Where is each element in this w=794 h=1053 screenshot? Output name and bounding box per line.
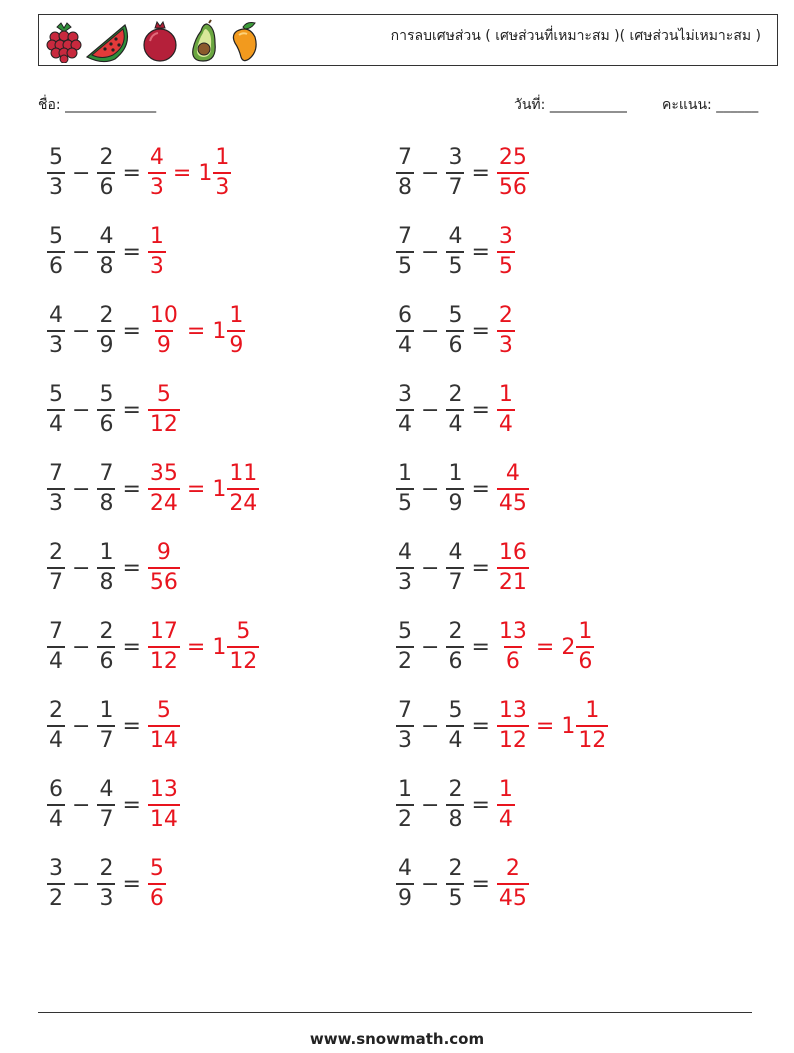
answer-fraction <box>148 147 166 199</box>
numerator: 5 <box>49 145 63 170</box>
denominator: 12 <box>497 725 529 752</box>
denominator: 3 <box>97 883 115 910</box>
equals-sign: = <box>122 713 141 739</box>
denominator: 24 <box>227 488 259 515</box>
denominator: 2 <box>396 804 414 831</box>
denominator: 7 <box>446 172 464 199</box>
minus-sign: − <box>421 160 440 186</box>
denominator: 6 <box>446 330 464 357</box>
denominator: 4 <box>446 725 464 752</box>
worksheet-title: การลบเศษส่วน ( เศษส่วนที่เหมาะสม )( เศษส่วนไม่เหมาะสม ) <box>390 28 761 44</box>
equals-sign: = <box>122 792 141 818</box>
numerator: 1 <box>498 777 513 802</box>
numerator: 4 <box>398 540 412 565</box>
equals-sign: = <box>471 239 490 265</box>
equals-sign: = <box>471 318 490 344</box>
equals-sign: = <box>122 476 141 502</box>
equals-sign: = <box>471 871 490 897</box>
denominator: 6 <box>446 646 464 673</box>
numerator: 1 <box>99 540 114 565</box>
equals-sign: = <box>471 792 490 818</box>
problem-row <box>393 217 518 287</box>
denominator: 56 <box>148 567 180 594</box>
answer-fraction <box>148 621 180 673</box>
denominator: 6 <box>97 646 115 673</box>
denominator: 5 <box>446 251 464 278</box>
numerator: 5 <box>236 619 251 644</box>
minuend-fraction <box>47 305 65 357</box>
numerator: 2 <box>49 540 63 565</box>
name-field: ชื่อ: _____________ <box>38 97 157 113</box>
numerator: 7 <box>398 224 412 249</box>
subtrahend-fraction <box>97 858 115 910</box>
denominator: 7 <box>97 725 115 752</box>
equals-sign: = <box>122 634 141 660</box>
subtrahend-fraction <box>446 226 464 278</box>
answer-fraction <box>148 305 180 357</box>
minuend-fraction <box>47 226 65 278</box>
denominator: 8 <box>97 567 115 594</box>
denominator: 6 <box>148 883 166 910</box>
answer-fraction <box>148 384 180 436</box>
numerator: 5 <box>149 856 164 881</box>
problem-row <box>44 612 262 682</box>
denominator: 4 <box>497 804 515 831</box>
mixed-whole: 1 <box>212 476 227 502</box>
minuend-fraction <box>396 779 414 831</box>
numerator: 2 <box>49 698 63 723</box>
answer-fraction <box>497 147 529 199</box>
denominator: 8 <box>97 251 115 278</box>
minuend-fraction <box>396 463 414 515</box>
subtrahend-fraction <box>97 779 115 831</box>
minus-sign: − <box>72 318 91 344</box>
denominator: 21 <box>497 567 529 594</box>
minus-sign: − <box>421 634 440 660</box>
denominator: 6 <box>47 251 65 278</box>
minuend-fraction <box>396 226 414 278</box>
numerator: 6 <box>398 303 412 328</box>
numerator: 25 <box>498 145 527 170</box>
numerator: 7 <box>49 461 63 486</box>
minus-sign: − <box>421 239 440 265</box>
minus-sign: − <box>72 634 91 660</box>
equals-sign: = <box>122 397 141 423</box>
subtrahend-fraction <box>446 779 464 831</box>
numerator: 7 <box>49 619 63 644</box>
denominator: 6 <box>504 646 522 673</box>
subtrahend-fraction <box>446 147 464 199</box>
denominator: 14 <box>148 804 180 831</box>
equals-sign: = <box>186 318 206 344</box>
footer-url: www.snowmath.com <box>309 1030 485 1048</box>
footer-divider <box>38 1012 752 1013</box>
equals-sign: = <box>471 160 490 186</box>
equals-sign: = <box>122 239 141 265</box>
numerator: 3 <box>448 145 463 170</box>
equals-sign: = <box>186 476 206 502</box>
numerator: 5 <box>398 619 412 644</box>
watermelon-icon <box>85 19 133 63</box>
subtrahend-fraction <box>446 463 464 515</box>
subtrahend-fraction <box>446 700 464 752</box>
numerator: 2 <box>448 382 463 407</box>
denominator: 3 <box>148 251 166 278</box>
numerator: 1 <box>99 698 114 723</box>
answer-fraction <box>497 226 515 278</box>
numerator: 13 <box>149 777 178 802</box>
equals-sign: = <box>122 318 141 344</box>
problem-row <box>393 533 532 603</box>
subtrahend-fraction <box>97 542 115 594</box>
denominator: 8 <box>97 488 115 515</box>
denominator: 6 <box>97 409 115 436</box>
denominator: 5 <box>396 488 414 515</box>
problem-row <box>393 138 532 208</box>
minus-sign: − <box>421 555 440 581</box>
numerator: 4 <box>448 224 463 249</box>
denominator: 3 <box>47 488 65 515</box>
numerator: 5 <box>156 382 171 407</box>
numerator: 1 <box>398 777 412 802</box>
numerator: 7 <box>99 461 114 486</box>
numerator: 5 <box>448 698 463 723</box>
minus-sign: − <box>421 713 440 739</box>
problem-row <box>44 533 183 603</box>
header-box <box>38 14 778 66</box>
equals-sign: = <box>122 555 141 581</box>
minuend-fraction <box>47 384 65 436</box>
minuend-fraction <box>396 384 414 436</box>
problem-row <box>44 217 169 287</box>
mixed-fraction <box>213 147 231 199</box>
numerator: 13 <box>498 619 527 644</box>
numerator: 11 <box>229 461 258 486</box>
mixed-fraction <box>227 463 259 515</box>
denominator: 56 <box>497 172 529 199</box>
minus-sign: − <box>421 792 440 818</box>
denominator: 4 <box>47 646 65 673</box>
numerator: 1 <box>149 224 164 249</box>
numerator: 5 <box>448 303 463 328</box>
mixed-fraction <box>576 621 594 673</box>
denominator: 3 <box>396 567 414 594</box>
problem-row <box>44 296 248 366</box>
numerator: 2 <box>99 619 114 644</box>
mixed-fraction <box>576 700 608 752</box>
numerator: 3 <box>498 224 513 249</box>
minus-sign: − <box>421 397 440 423</box>
answer-fraction <box>497 700 529 752</box>
raspberry-icon <box>43 19 85 63</box>
denominator: 45 <box>497 488 529 515</box>
problem-row <box>393 454 532 524</box>
answer-fraction <box>497 463 529 515</box>
problem-row <box>44 454 262 524</box>
pomegranate-icon <box>139 19 181 63</box>
denominator: 12 <box>227 646 259 673</box>
denominator: 3 <box>47 172 65 199</box>
equals-sign: = <box>122 160 141 186</box>
equals-sign: = <box>471 476 490 502</box>
numerator: 2 <box>448 856 463 881</box>
minuend-fraction <box>47 542 65 594</box>
answer-fraction <box>497 305 515 357</box>
numerator: 10 <box>149 303 178 328</box>
subtrahend-fraction <box>97 700 115 752</box>
problem-row <box>393 770 518 840</box>
denominator: 6 <box>97 172 115 199</box>
minus-sign: − <box>72 397 91 423</box>
mixed-whole: 2 <box>561 634 576 660</box>
minuend-fraction <box>396 858 414 910</box>
numerator: 1 <box>578 619 593 644</box>
denominator: 9 <box>155 330 173 357</box>
denominator: 12 <box>576 725 608 752</box>
denominator: 5 <box>446 883 464 910</box>
mango-icon <box>225 19 267 63</box>
denominator: 45 <box>497 883 529 910</box>
denominator: 6 <box>576 646 594 673</box>
problem-row <box>44 138 234 208</box>
minus-sign: − <box>421 871 440 897</box>
equals-sign: = <box>471 555 490 581</box>
denominator: 3 <box>148 172 166 199</box>
minuend-fraction <box>396 147 414 199</box>
minuend-fraction <box>396 700 414 752</box>
numerator: 4 <box>398 856 412 881</box>
minus-sign: − <box>72 239 91 265</box>
minuend-fraction <box>47 779 65 831</box>
answer-fraction <box>148 700 180 752</box>
answer-fraction <box>148 779 180 831</box>
numerator: 13 <box>498 698 527 723</box>
numerator: 1 <box>215 145 230 170</box>
denominator: 7 <box>446 567 464 594</box>
equals-sign: = <box>471 397 490 423</box>
equals-sign: = <box>122 871 141 897</box>
numerator: 7 <box>398 145 412 170</box>
answer-fraction <box>148 542 180 594</box>
problem-row <box>393 375 518 445</box>
equals-sign: = <box>535 713 555 739</box>
numerator: 3 <box>398 382 412 407</box>
numerator: 5 <box>99 382 114 407</box>
numerator: 4 <box>49 303 63 328</box>
equals-sign: = <box>186 634 206 660</box>
subtrahend-fraction <box>446 858 464 910</box>
numerator: 35 <box>149 461 178 486</box>
denominator: 5 <box>396 251 414 278</box>
denominator: 3 <box>47 330 65 357</box>
denominator: 4 <box>47 409 65 436</box>
numerator: 2 <box>448 777 463 802</box>
numerator: 3 <box>49 856 63 881</box>
numerator: 1 <box>398 461 412 486</box>
denominator: 9 <box>396 883 414 910</box>
problem-row <box>44 770 183 840</box>
score-field: คะแนน: ______ <box>662 97 759 113</box>
problem-row <box>44 375 183 445</box>
mixed-whole: 1 <box>212 634 227 660</box>
denominator: 7 <box>47 567 65 594</box>
problem-row <box>393 691 611 761</box>
answer-fraction <box>497 384 515 436</box>
problem-row <box>44 691 183 761</box>
denominator: 4 <box>47 804 65 831</box>
denominator: 3 <box>396 725 414 752</box>
subtrahend-fraction <box>97 384 115 436</box>
minus-sign: − <box>72 555 91 581</box>
equals-sign: = <box>471 634 490 660</box>
subtrahend-fraction <box>97 305 115 357</box>
minuend-fraction <box>47 700 65 752</box>
numerator: 7 <box>398 698 412 723</box>
denominator: 8 <box>446 804 464 831</box>
numerator: 4 <box>505 461 520 486</box>
numerator: 2 <box>448 619 463 644</box>
equals-sign: = <box>471 713 490 739</box>
answer-fraction <box>497 542 529 594</box>
denominator: 4 <box>396 330 414 357</box>
mixed-whole: 1 <box>212 318 227 344</box>
numerator: 5 <box>49 224 63 249</box>
answer-fraction <box>148 463 180 515</box>
denominator: 14 <box>148 725 180 752</box>
minus-sign: − <box>421 476 440 502</box>
numerator: 4 <box>149 145 164 170</box>
denominator: 3 <box>213 172 231 199</box>
equals-sign: = <box>535 634 555 660</box>
answer-fraction <box>497 858 529 910</box>
denominator: 24 <box>148 488 180 515</box>
date-field: วันที่: ___________ <box>514 97 627 113</box>
subtrahend-fraction <box>446 305 464 357</box>
numerator: 4 <box>99 224 114 249</box>
denominator: 8 <box>396 172 414 199</box>
denominator: 9 <box>227 330 245 357</box>
numerator: 2 <box>505 856 520 881</box>
minuend-fraction <box>47 858 65 910</box>
denominator: 4 <box>497 409 515 436</box>
minus-sign: − <box>72 713 91 739</box>
denominator: 9 <box>446 488 464 515</box>
denominator: 2 <box>396 646 414 673</box>
mixed-fraction <box>227 621 259 673</box>
subtrahend-fraction <box>97 226 115 278</box>
denominator: 4 <box>47 725 65 752</box>
problem-row <box>44 849 169 919</box>
answer-fraction <box>148 858 166 910</box>
subtrahend-fraction <box>446 384 464 436</box>
minuend-fraction <box>47 463 65 515</box>
answer-fraction <box>148 226 166 278</box>
minuend-fraction <box>47 621 65 673</box>
numerator: 1 <box>498 382 513 407</box>
problem-row <box>393 612 597 682</box>
numerator: 4 <box>448 540 463 565</box>
numerator: 9 <box>156 540 171 565</box>
mixed-whole: 1 <box>198 160 213 186</box>
subtrahend-fraction <box>97 147 115 199</box>
equals-sign: = <box>172 160 192 186</box>
denominator: 12 <box>148 409 180 436</box>
numerator: 5 <box>49 382 63 407</box>
numerator: 5 <box>156 698 171 723</box>
subtrahend-fraction <box>446 621 464 673</box>
avocado-icon <box>183 19 225 63</box>
denominator: 7 <box>97 804 115 831</box>
numerator: 6 <box>49 777 63 802</box>
minuend-fraction <box>396 621 414 673</box>
subtrahend-fraction <box>446 542 464 594</box>
minus-sign: − <box>421 318 440 344</box>
minus-sign: − <box>72 871 91 897</box>
denominator: 3 <box>497 330 515 357</box>
denominator: 5 <box>497 251 515 278</box>
problem-row <box>393 296 518 366</box>
problem-row <box>393 849 532 919</box>
numerator: 4 <box>99 777 114 802</box>
answer-fraction <box>497 621 529 673</box>
numerator: 2 <box>99 856 114 881</box>
mixed-fraction <box>227 305 245 357</box>
minuend-fraction <box>396 542 414 594</box>
mixed-whole: 1 <box>561 713 576 739</box>
answer-fraction <box>497 779 515 831</box>
minuend-fraction <box>396 305 414 357</box>
denominator: 9 <box>97 330 115 357</box>
numerator: 1 <box>229 303 244 328</box>
minuend-fraction <box>47 147 65 199</box>
denominator: 2 <box>47 883 65 910</box>
minus-sign: − <box>72 160 91 186</box>
numerator: 1 <box>448 461 463 486</box>
denominator: 4 <box>446 409 464 436</box>
subtrahend-fraction <box>97 463 115 515</box>
minus-sign: − <box>72 476 91 502</box>
denominator: 4 <box>396 409 414 436</box>
denominator: 12 <box>148 646 180 673</box>
minus-sign: − <box>72 792 91 818</box>
subtrahend-fraction <box>97 621 115 673</box>
numerator: 2 <box>99 303 114 328</box>
numerator: 2 <box>99 145 114 170</box>
numerator: 17 <box>149 619 178 644</box>
numerator: 2 <box>498 303 513 328</box>
numerator: 1 <box>585 698 600 723</box>
numerator: 16 <box>498 540 527 565</box>
